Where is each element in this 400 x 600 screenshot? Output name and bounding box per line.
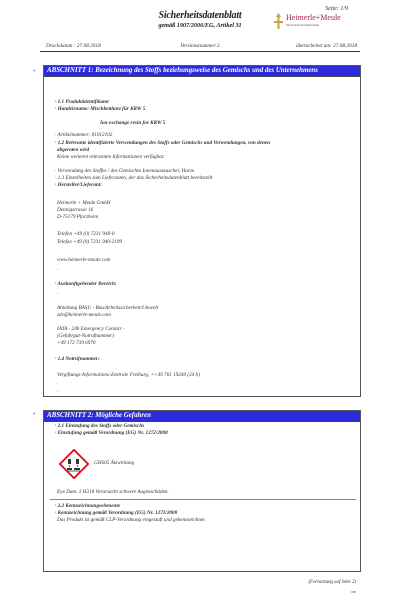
s1-line-5: · 1.2 Relevante identifizierte Verwendungen des Stoffs oder Gemischs und Verwendungen, von denen (55, 140, 271, 146)
ghs05-corrosion-icon (59, 449, 89, 479)
heimerle-meule-logo-mark (272, 12, 285, 30)
section-2-heading: ABSCHNITT 2: Mögliche Gefahren (44, 411, 360, 422)
s2-line-5: · Kennzeichnung gemäß Verordnung (EG) Nr. 1272/2008 (55, 510, 178, 516)
s1-line-17: · (57, 267, 59, 273)
ghs05-label: GHS05 Ätzwirkung (94, 460, 135, 466)
s1-line-14: Telefon +49 (0) 7231 940-0 (57, 231, 115, 237)
s1-line-23: (Gefahrgut-Notrufnummer) (57, 333, 114, 339)
version-number: Versionsnummer 2 (180, 43, 220, 49)
s2-divider (50, 499, 356, 500)
logo-tagline: Die Feinheit des Edelmetalls (286, 24, 319, 27)
revision-marker: * (33, 413, 36, 418)
s1-line-22: IATA - 24h Emergency Contact - (57, 326, 125, 332)
s2-line-3: Eye Dam. 1 H318 Verursacht schwere Augenschäden. (57, 489, 169, 495)
s2-line-2: · Einstufung gemäß Verordnung (EG) Nr. 1272/2008 (55, 430, 168, 436)
s1-line-25: · 1.4 Notrufnummer: (55, 356, 100, 362)
s1-line-19: · (57, 291, 59, 297)
continued-note: (Fortsetzung auf Seite 2) (308, 580, 356, 585)
header-divider (40, 51, 360, 52)
document-subtitle: gemäß 1907/2006/EG, Artikel 31 (158, 22, 242, 29)
s1-line-16: www.heimerle-meule.com (57, 257, 111, 263)
s1-line-10: · Hersteller/Lieferant: (55, 182, 102, 188)
s1-line-8: · Verwendung des Stoffes / des Gemisches Ionenaustauscher, Harze. (55, 168, 196, 174)
s1-line-12: Dennigstrasse 16 (57, 207, 94, 213)
s1-line-2: · Handelsname: Mischbettharz für KRW 5 (55, 106, 146, 112)
s1-line-9: · 1.3 Einzelheiten zum Lieferanten, der das Sicherheitsdatenblatt bereitstellt (55, 175, 213, 181)
s1-line-20: Abteilung BASU - Bau/Arbeitssicherheit/Umwelt (57, 305, 159, 311)
document-title: Sicherheitsdatenblatt (158, 10, 242, 21)
s1-line-6: abgeraten wird (57, 147, 90, 153)
s1-line-11: Heimerle + Meule GmbH (57, 200, 111, 206)
s1-line-15: Telefax +49 (0) 7231 940-2199 (57, 239, 122, 245)
s1-line-26: Vergiftungs-Informations-Zentrale Freiburg, ++49 761 19240 (24 h) (57, 372, 200, 378)
language-mark: DE (351, 590, 356, 594)
s1-line-1: · 1.1 Produktidentifikator (55, 99, 110, 105)
company-logo (272, 12, 352, 34)
s2-line-4: · 2.2 Kennzeichnungselemente (55, 503, 121, 509)
s2-line-1: · 2.1 Einstufung des Stoffs oder Gemischs (55, 423, 145, 429)
s1-line-21: sdv@heimerle-meule.com (57, 312, 111, 318)
section-1-heading: ABSCHNITT 1: Bezeichnung des Stoffs beziehungsweise des Gemischs und des Unternehmens (44, 66, 360, 77)
s1-line-18: · Auskunftgebender Bereich: (55, 281, 117, 287)
print-date: Druckdatum : 27.08.2018 (46, 43, 101, 49)
page-number: Seite: 1/9 (325, 6, 348, 12)
s1-line-24: +49 172 739 6970 (57, 340, 96, 346)
s1-line-27: · (57, 381, 59, 387)
logo-name: Heimerle+Meule (286, 13, 341, 22)
s1-line-28: · (57, 389, 59, 395)
revision-date: überarbeitet am: 27.08.2018 (296, 43, 357, 49)
revision-marker: * (33, 70, 36, 75)
s1-line-3: Ion exchange resin for KRW 5 (100, 120, 166, 126)
s2-line-6: Das Produkt ist gemäß CLP-Verordnung eingestuft und gekennzeichnet. (57, 517, 206, 523)
s1-line-4: · Artikelnummer: 81012102 (55, 132, 113, 138)
s1-line-13: D-75179 Pforzheim (57, 214, 99, 220)
s1-line-7: Keine weiteren relevanten Informationen verfügbar. (57, 154, 165, 160)
